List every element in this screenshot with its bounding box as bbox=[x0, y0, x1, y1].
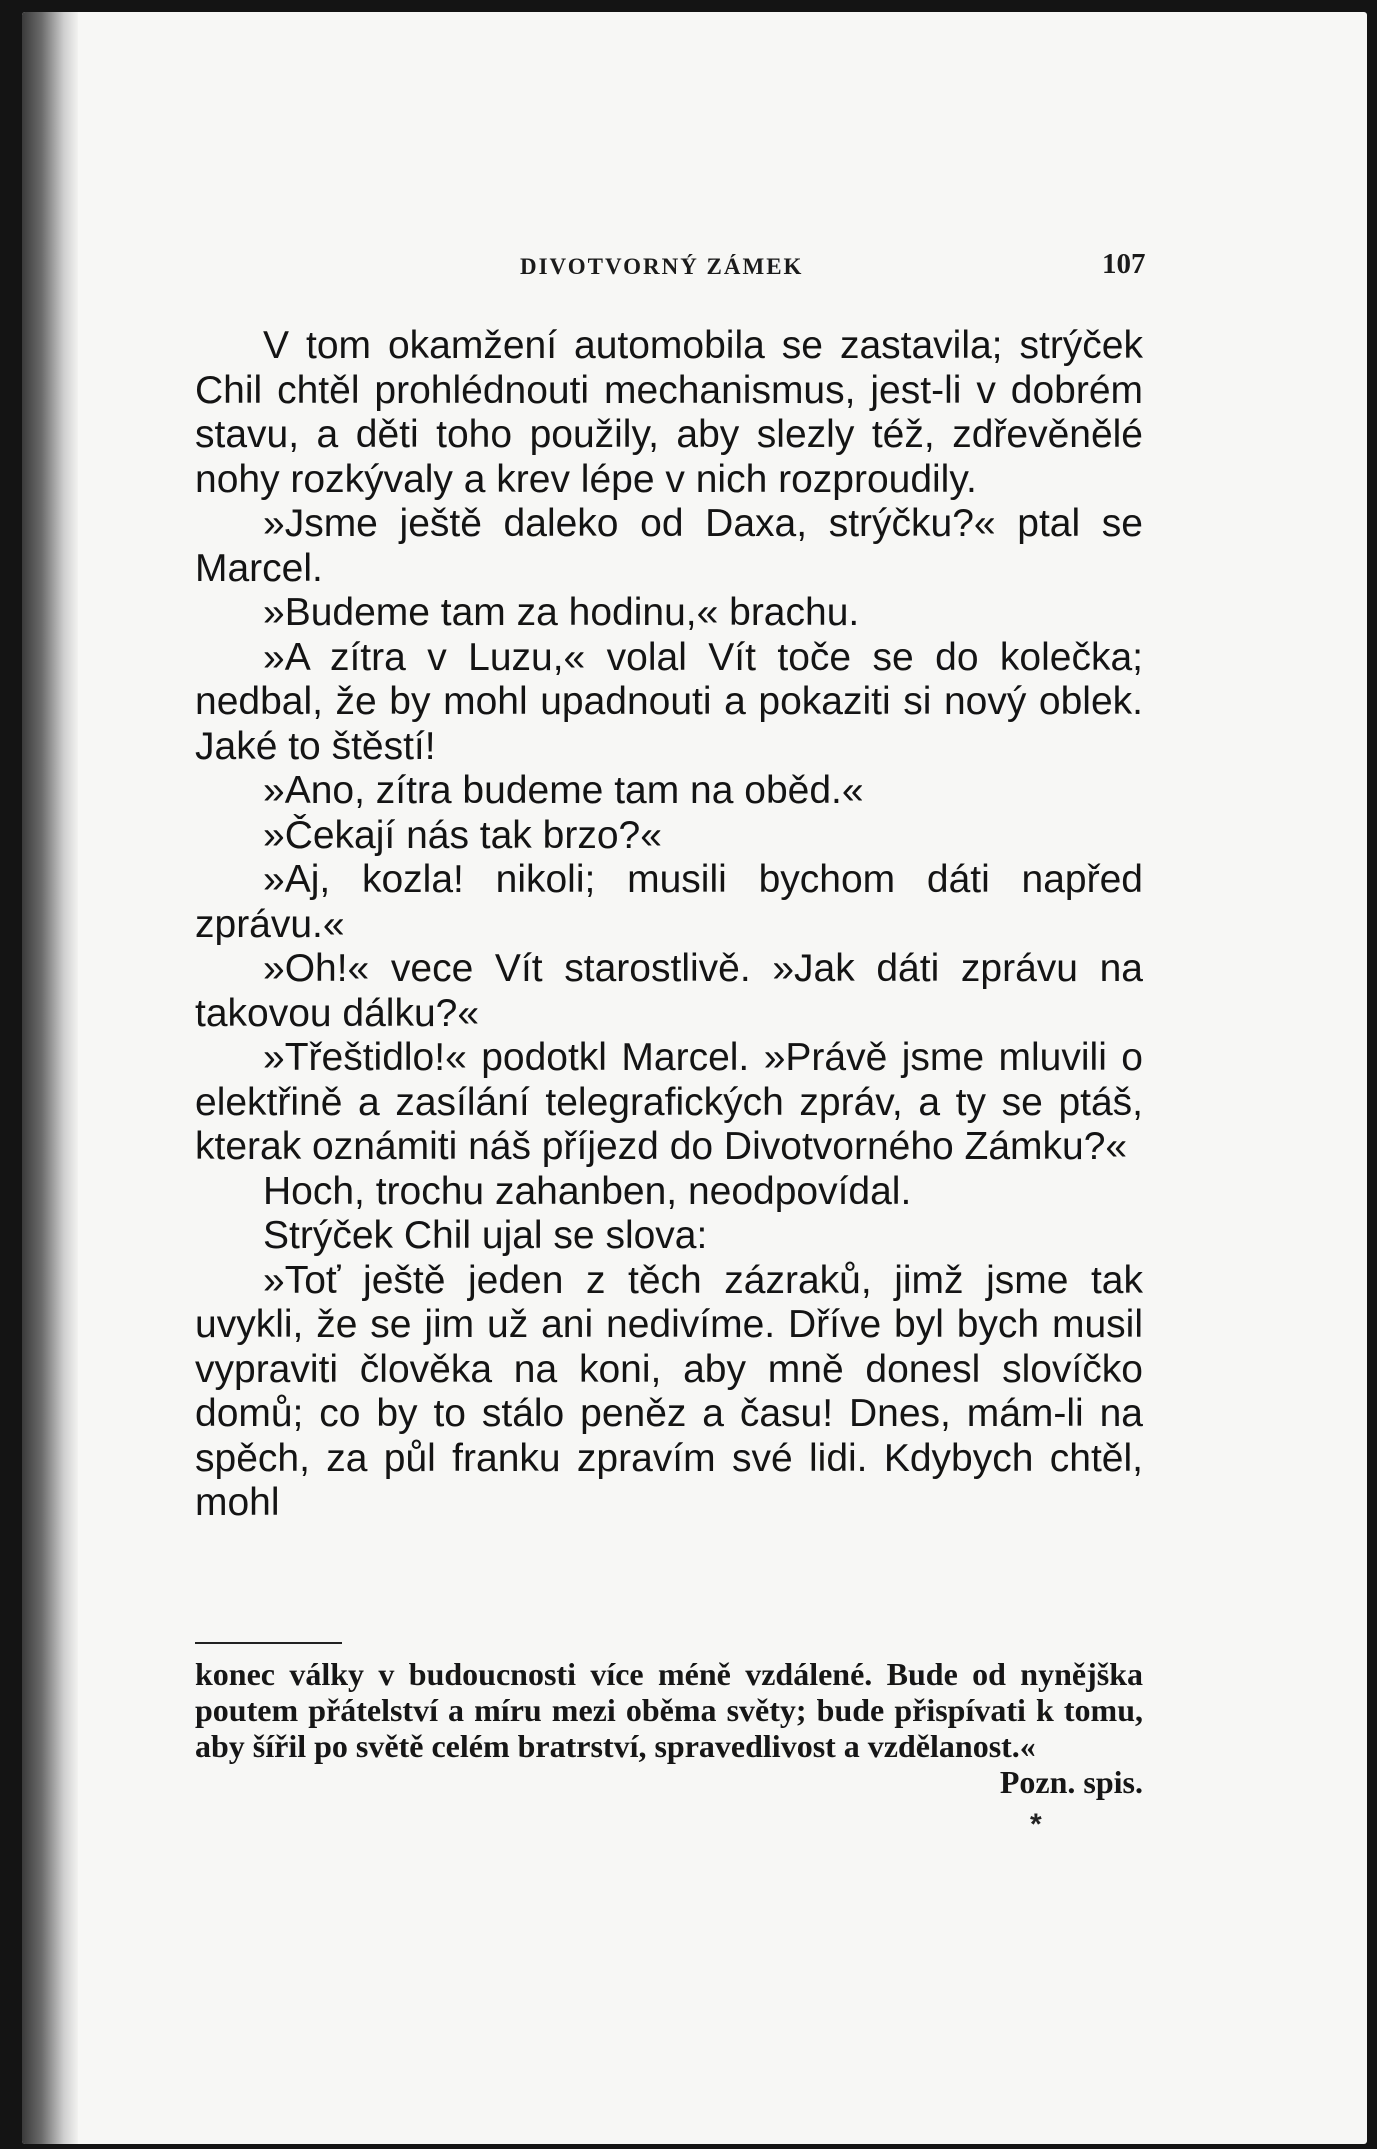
running-title: DIVOTVORNÝ ZÁMEK bbox=[520, 254, 804, 279]
paragraph: Hoch, trochu zahanben, neodpovídal. bbox=[263, 1169, 912, 1213]
paragraph: »Třeštidlo!« podotkl Marcel. »Právě jsme mluvili o elektřině a zasílání telegrafických zpráv, a ty se ptáš, kterak oznámiti náš příjezd do Divotvorného Zámku?« bbox=[195, 1036, 1143, 1168]
paragraph: »Jsme ještě daleko od Daxa, strýčku?« ptal se Marcel. bbox=[195, 502, 1143, 590]
book-page bbox=[22, 12, 1367, 2144]
page-number: 107 bbox=[1102, 248, 1146, 280]
paragraph: »Ano, zítra budeme tam na oběd.« bbox=[263, 769, 864, 812]
paragraph: »Oh!« vece Vít starostlivě. »Jak dáti zprávu na takovou dálku?« bbox=[195, 947, 1143, 1035]
footnote bbox=[195, 1656, 1143, 1800]
running-header bbox=[22, 248, 1367, 288]
footnote-divider bbox=[195, 1642, 342, 1644]
main-text bbox=[195, 324, 1143, 1526]
paragraph: V tom okamžení automobila se zastavila; strýček Chil chtěl prohlédnouti mechanismus, jest-li v dobrém stavu, a děti toho použily, aby slezly též, zdřevěnělé nohy rozkývaly a krev lépe v nich rozproudily. bbox=[195, 324, 1143, 501]
paragraph: »Aj, kozla! nikoli; musili bychom dáti napřed zprávu.« bbox=[195, 858, 1143, 946]
book-spine-shadow bbox=[22, 12, 78, 2144]
paragraph: »A zítra v Luzu,« volal Vít toče se do kolečka; nedbal, že by mohl upadnouti a pokaziti si nový oblek. Jaké to štěstí! bbox=[195, 635, 1143, 768]
footnote-marker: * bbox=[1030, 1808, 1042, 1841]
paragraph: Strýček Chil ujal se slova: bbox=[263, 1214, 708, 1257]
footnote-signature: Pozn. spis. bbox=[999, 1764, 1143, 1800]
footnote-text: konec války v budoucnosti více méně vzdálené. Bude od nynějška poutem přátelství a míru mezi oběma světy; bude přispívati k tomu, aby šířil po světě celém bratrství, spravedlivost a vzdělanost.« bbox=[195, 1656, 1143, 1764]
paragraph: »Čekají nás tak brzo?« bbox=[263, 813, 662, 857]
paragraph: »Budeme tam za hodinu,« brachu. bbox=[263, 591, 860, 634]
paragraph: »Toť ještě jeden z těch zázraků, jimž jsme tak uvykli, že se jim už ani nedivíme. Dříve byl bych musil vypraviti člověka na koni, aby mně donesl slovíčko domů; co by to stálo peněz a času! Dnes, mám-li na spěch, za půl franku zpravím své lidi. Kdybych chtěl, mohl bbox=[195, 1258, 1143, 1524]
